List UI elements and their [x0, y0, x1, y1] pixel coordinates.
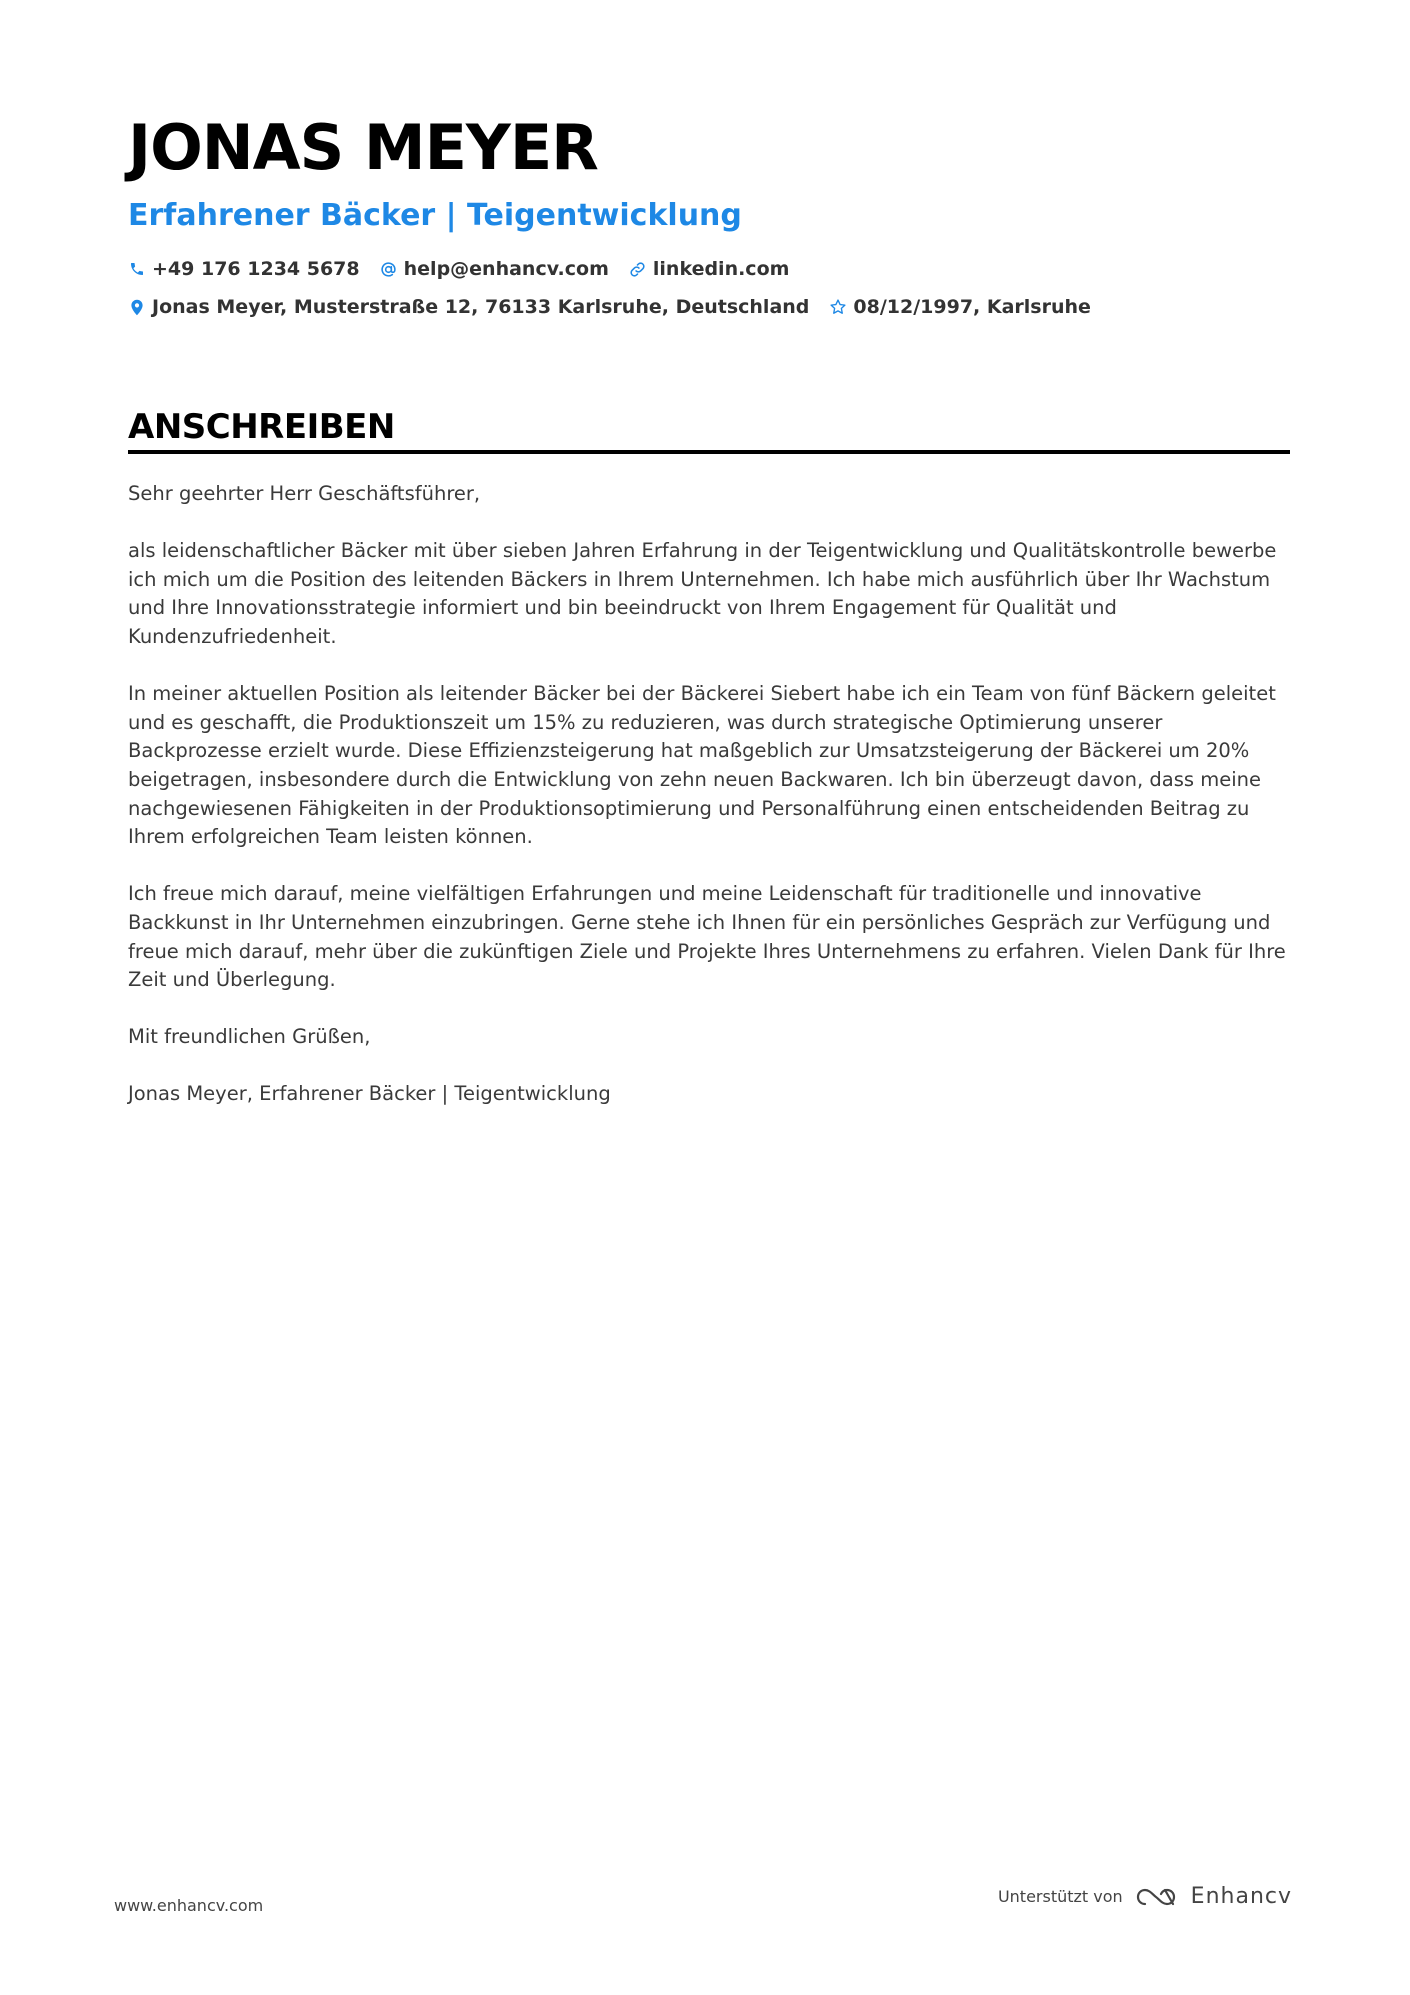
birth-text: 08/12/1997, Karlsruhe	[853, 296, 1091, 318]
address-text: Jonas Meyer, Musterstraße 12, 76133 Karlsruhe, Deutschland	[152, 296, 810, 318]
contact-row-1	[128, 250, 1290, 288]
letter-closing: Mit freundlichen Grüßen,	[128, 1025, 371, 1049]
contact-address	[128, 296, 809, 318]
brand-logo[interactable]	[1135, 1884, 1292, 1909]
footer-branding	[998, 1884, 1292, 1909]
letter-paragraph: In meiner aktuellen Position als leitender Bäcker bei der Bäckerei Siebert habe ich ein Team von fünf Bäckern geleitet und es geschafft, die Produktionszeit um 15% zu reduzieren, was durch strategische Optimierung unserer Backprozesse erzielt wurde. Diese Effizienzsteigerung hat maßgeblich zur Umsatzsteigerung der Bäckerei um 20% beigetragen, insbesondere durch die Entwicklung von zehn neuen Backwaren. Ich bin überzeugt davon, dass meine nachgewiesenen Fähigkeiten in der Produktionsoptimierung und Personalführung einen entscheidenden Beitrag zu Ihrem erfolgreichen Team leisten können.	[128, 682, 1276, 849]
letter-body	[128, 480, 1290, 1138]
contact-birth	[829, 296, 1091, 318]
link-icon	[629, 260, 647, 278]
contact-row-2	[128, 288, 1290, 326]
candidate-title: Erfahrener Bäcker | Teigentwicklung	[128, 198, 742, 233]
email-text: help@enhancv.com	[403, 258, 609, 280]
letter-signature: Jonas Meyer, Erfahrener Bäcker | Teigentwicklung	[128, 1082, 611, 1106]
contact-phone	[128, 258, 360, 280]
header	[128, 108, 1290, 326]
powered-by-label: Unterstützt von	[997, 1887, 1123, 1906]
candidate-name: JONAS MEYER	[128, 111, 598, 184]
contact-linkedin[interactable]	[629, 258, 790, 280]
location-pin-icon	[128, 298, 146, 316]
linkedin-text: linkedin.com	[652, 258, 790, 280]
phone-icon	[128, 260, 146, 278]
contact-email[interactable]	[380, 258, 609, 280]
brand-name: Enhancv	[1190, 1884, 1292, 1909]
letter-paragraph: als leidenschaftlicher Bäcker mit über sieben Jahren Erfahrung in der Teigentwicklung und Qualitätskontrolle bewerbe ich mich um die Position des leitenden Bäckers in Ihrem Unternehmen. Ich habe mich ausführlich über Ihr Wachstum und Ihre Innovationsstrategie informiert und bin beeindruckt von Ihrem Engagement für Qualität und Kundenzufriedenheit.	[128, 539, 1277, 648]
letter-paragraph: Ich freue mich darauf, meine vielfältigen Erfahrungen und meine Leidenschaft für traditionelle und innovative Backkunst in Ihr Unternehmen einzubringen. Gerne stehe ich Ihnen für ein persönliches Gespräch zur Verfügung und freue mich darauf, mehr über die zukünftigen Ziele und Projekte Ihres Unternehmens zu erfahren. Vielen Dank für Ihre Zeit und Überlegung.	[128, 882, 1286, 992]
phone-text: +49 176 1234 5678	[152, 258, 360, 280]
enhancv-logo-icon	[1135, 1885, 1181, 1909]
footer-website[interactable]: www.enhancv.com	[114, 1896, 264, 1915]
section-title-anschreiben: ANSCHREIBEN	[128, 407, 395, 447]
section-divider	[128, 450, 1290, 454]
letter-salutation: Sehr geehrter Herr Geschäftsführer,	[128, 482, 481, 505]
star-icon	[829, 298, 847, 316]
at-icon	[380, 260, 398, 278]
